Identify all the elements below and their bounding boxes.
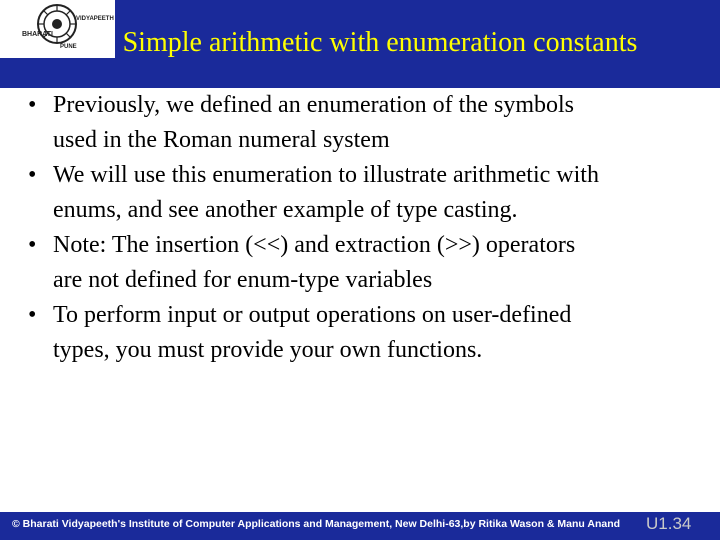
bullet-item <box>28 158 698 228</box>
bullet-icon: • <box>28 92 37 118</box>
bullet-icon: • <box>28 232 37 258</box>
bullet-line: Note: The insertion (<<) and extraction (>>) operators <box>53 232 576 258</box>
slide-content <box>28 88 698 368</box>
bullet-item <box>28 88 698 158</box>
bullet-line: enums, and see another example of type casting. <box>53 197 518 223</box>
bullet-line: Previously, we defined an enumeration of the symbols <box>53 92 574 118</box>
svg-text:PUNE: PUNE <box>60 44 77 50</box>
bullet-item <box>28 298 698 368</box>
slide-title: Simple arithmetic with enumeration constants <box>122 27 638 58</box>
bullet-icon: • <box>28 162 37 188</box>
bullet-icon: • <box>28 302 37 328</box>
bullet-line: used in the Roman numeral system <box>53 127 390 153</box>
bullet-line: are not defined for enum-type variables <box>53 267 433 293</box>
bullet-line: types, you must provide your own functions. <box>53 337 483 363</box>
footer-copyright: © Bharati Vidyapeeth's Institute of Computer Applications and Management, New Delhi-63,by Ritika Wason & Manu Anand <box>12 518 621 530</box>
bullet-item <box>28 228 698 298</box>
bullet-line: To perform input or output operations on user-defined <box>53 302 572 328</box>
svg-text:BHARATI: BHARATI <box>22 31 53 38</box>
page-number: U1.34 <box>646 514 692 533</box>
svg-text:VIDYAPEETH: VIDYAPEETH <box>76 16 114 22</box>
bullet-line: We will use this enumeration to illustrate arithmetic with <box>53 162 599 188</box>
